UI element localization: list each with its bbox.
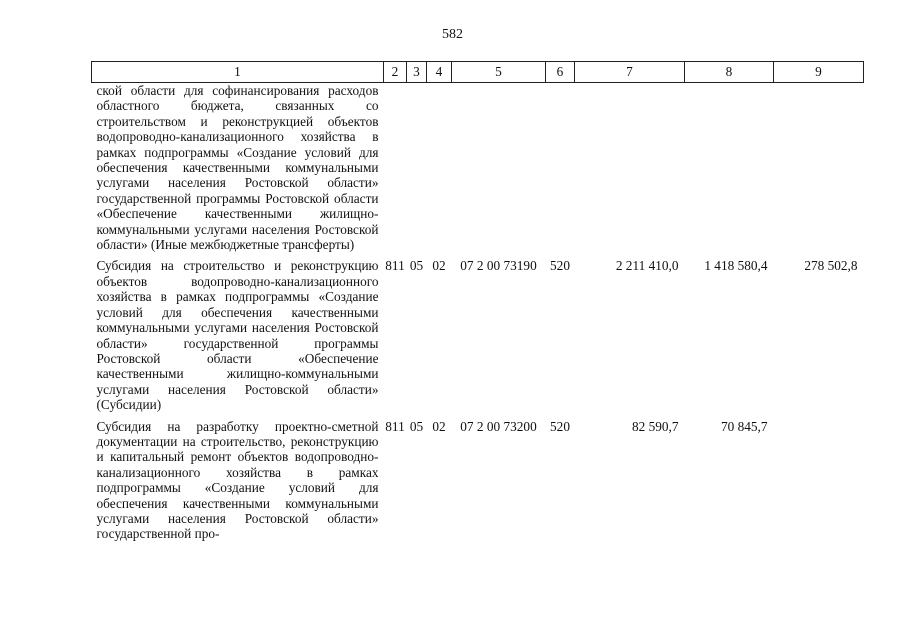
row-description: ской области для софинансирования расходов областного бюджета, связанных со строительством и реконструкцией объектов водопроводно-канализационного хозяйства в рамках подпрограммы «Создание условий для обеспечения качественными коммунальными услугами населения Ростовской области» государственной программы Ростовской области «Обеспечение качественными жилищно-коммунальными услугами населения Ростовской области» (Иные межбюджетные трансферты): [96, 83, 379, 253]
row-section-code: [407, 83, 427, 253]
header-col-4: 4: [427, 62, 452, 83]
row-subsection-code: 02: [432, 418, 446, 434]
table-row: [92, 252, 864, 412]
header-col-7: 7: [575, 62, 685, 83]
row-ministry-code: 811: [385, 418, 405, 434]
row-ministry-code: [384, 83, 407, 253]
row-amount-col9: [774, 83, 864, 253]
row-amount-col8: [685, 83, 774, 253]
header-col-3: 3: [407, 62, 427, 83]
row-section-code: 05: [409, 418, 424, 434]
row-amount-col8: 70 845,7: [720, 418, 768, 434]
row-amount-col7: [575, 83, 685, 253]
header-row: [92, 62, 864, 83]
row-amount-col7: 2 211 410,0: [615, 258, 679, 274]
table-row: [92, 413, 864, 542]
row-description: Субсидия на строительство и реконструкцию объектов водопроводно-канализационного хозяйства в рамках подпрограммы «Создание условий для обеспечения качественными коммунальными услугами населения Ростовской области» государственной программы Ростовской области «Обеспечение качественными жилищно-коммунальными услугами населения Ростовской области» (Субсидии): [96, 258, 379, 413]
row-amount-col9: 278 502,8: [804, 258, 858, 274]
page-number: 582: [442, 27, 463, 42]
row-section-code: 05: [409, 258, 424, 274]
row-description: Субсидия на разработку проектно-сметной документации на строительство, реконструкцию и капитальный ремонт объектов водопроводно-канализационного хозяйства в рамках подпрограммы «Создание условий для обеспечения качественными коммунальными услугами населения Ростовской области» государственной про-: [96, 418, 379, 542]
row-expense-type: 520: [550, 418, 570, 434]
row-expense-type: [546, 83, 575, 253]
row-target-code: 07 2 00 73200: [460, 418, 537, 434]
row-target-code: [452, 83, 546, 253]
row-subsection-code: 02: [432, 258, 446, 274]
row-target-code: 07 2 00 73190: [460, 258, 537, 274]
budget-table: [91, 61, 864, 542]
row-expense-type: 520: [550, 258, 570, 274]
header-col-1: 1: [92, 62, 384, 83]
row-amount-col9: [774, 413, 864, 542]
header-col-2: 2: [384, 62, 407, 83]
row-subsection-code: [427, 83, 452, 253]
row-amount-col7: 82 590,7: [631, 418, 679, 434]
row-ministry-code: 811: [385, 258, 405, 274]
table-row: [92, 83, 864, 253]
header-col-9: 9: [774, 62, 864, 83]
header-col-5: 5: [452, 62, 546, 83]
header-col-6: 6: [546, 62, 575, 83]
row-amount-col8: 1 418 580,4: [704, 258, 768, 274]
header-col-8: 8: [685, 62, 774, 83]
